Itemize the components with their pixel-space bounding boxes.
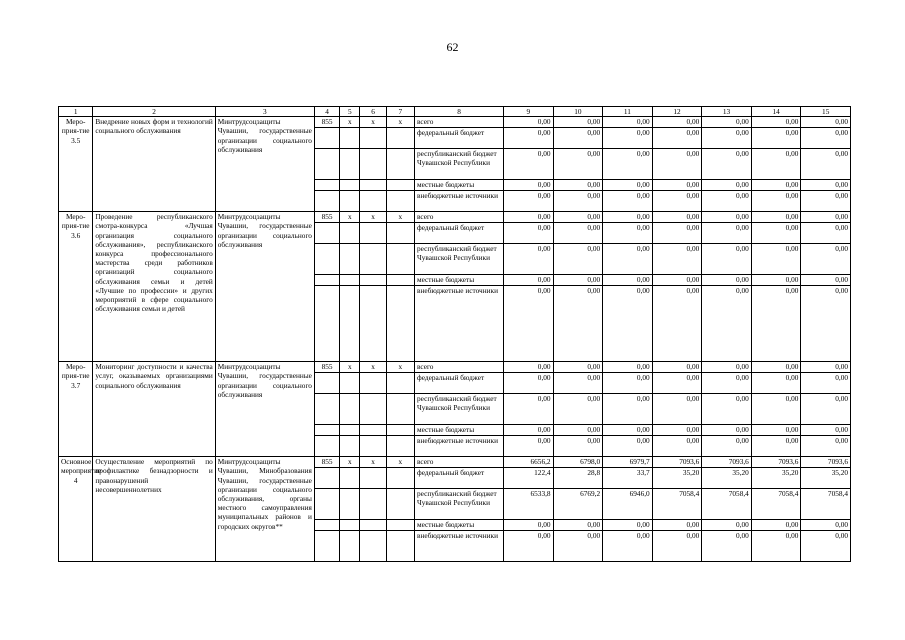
empty-cell bbox=[386, 275, 414, 286]
funding-amount: 0,00 bbox=[603, 286, 653, 362]
funding-amount: 0,00 bbox=[553, 436, 603, 457]
funding-source: внебюджетные источники bbox=[415, 286, 504, 362]
funding-amount: 0,00 bbox=[751, 128, 801, 149]
funding-amount: 0,00 bbox=[751, 212, 801, 223]
empty-cell bbox=[340, 286, 360, 362]
executor-cell bbox=[215, 117, 314, 212]
empty-cell bbox=[340, 531, 360, 562]
funding-amount: 0,00 bbox=[504, 128, 554, 149]
funding-amount: 0,00 bbox=[504, 275, 554, 286]
empty-cell bbox=[314, 489, 339, 520]
empty-cell bbox=[360, 244, 386, 275]
funding-amount: 0,00 bbox=[553, 394, 603, 425]
event-code: Меро-прия-тие 3.7 bbox=[61, 362, 90, 390]
funding-amount: 0,00 bbox=[801, 117, 851, 128]
funding-amount: 0,00 bbox=[702, 531, 752, 562]
empty-cell bbox=[360, 394, 386, 425]
executor: Минтрудсоцзащиты Чувашии, Минобразования Чувашии, государственные организации социального обслуживания, органы местного самоуправления муниципальных районов и городских округов** bbox=[217, 457, 312, 531]
empty-cell bbox=[340, 468, 360, 489]
empty-cell bbox=[386, 394, 414, 425]
funding-amount: 0,00 bbox=[801, 394, 851, 425]
classification-code: x bbox=[340, 117, 360, 128]
empty-cell bbox=[340, 149, 360, 180]
funding-amount: 6979,7 bbox=[603, 457, 653, 468]
funding-amount: 0,00 bbox=[553, 223, 603, 244]
funding-amount: 6946,0 bbox=[603, 489, 653, 520]
funding-amount: 0,00 bbox=[652, 244, 702, 275]
executor-cell bbox=[215, 362, 314, 457]
funding-amount: 7093,6 bbox=[652, 457, 702, 468]
executor: Минтрудсоцзащиты Чувашии, государственные организации социального обслуживания bbox=[217, 362, 312, 399]
table-row bbox=[59, 362, 851, 373]
funding-amount: 0,00 bbox=[652, 286, 702, 362]
empty-cell bbox=[360, 149, 386, 180]
classification-code: x bbox=[360, 212, 386, 223]
empty-cell bbox=[314, 436, 339, 457]
funding-source: внебюджетные источники bbox=[415, 191, 504, 212]
funding-amount: 0,00 bbox=[504, 223, 554, 244]
funding-amount: 0,00 bbox=[652, 212, 702, 223]
funding-amount: 0,00 bbox=[801, 212, 851, 223]
empty-cell bbox=[360, 489, 386, 520]
funding-source: республиканский бюджет Чувашской Республики bbox=[415, 394, 504, 425]
empty-cell bbox=[360, 425, 386, 436]
funding-amount: 0,00 bbox=[504, 373, 554, 394]
empty-cell bbox=[314, 275, 339, 286]
empty-cell bbox=[360, 223, 386, 244]
event-name: Мониторинг доступности и качества услуг, оказываемых организациями социального обслуживания bbox=[95, 362, 213, 390]
funding-source: республиканский бюджет Чувашской Республики bbox=[415, 489, 504, 520]
funding-amount: 28,8 bbox=[553, 468, 603, 489]
executor: Минтрудсоцзащиты Чувашии, государственные организации социального обслуживания bbox=[217, 117, 312, 154]
empty-cell bbox=[340, 425, 360, 436]
funding-amount: 0,00 bbox=[652, 520, 702, 531]
funding-amount: 0,00 bbox=[603, 180, 653, 191]
empty-cell bbox=[314, 373, 339, 394]
funding-amount: 7058,4 bbox=[652, 489, 702, 520]
empty-cell bbox=[386, 425, 414, 436]
funding-amount: 0,00 bbox=[603, 223, 653, 244]
funding-amount: 0,00 bbox=[702, 128, 752, 149]
header-cell: 3 bbox=[215, 107, 314, 117]
funding-source: федеральный бюджет bbox=[415, 373, 504, 394]
event-code-cell bbox=[59, 117, 93, 212]
event-code-cell bbox=[59, 362, 93, 457]
funding-amount: 0,00 bbox=[553, 244, 603, 275]
funding-amount: 122,4 bbox=[504, 468, 554, 489]
header-cell: 9 bbox=[504, 107, 554, 117]
funding-source: федеральный бюджет bbox=[415, 223, 504, 244]
funding-amount: 0,00 bbox=[652, 191, 702, 212]
empty-cell bbox=[360, 436, 386, 457]
funding-amount: 0,00 bbox=[702, 373, 752, 394]
classification-code: x bbox=[340, 362, 360, 373]
empty-cell bbox=[314, 180, 339, 191]
funding-amount: 0,00 bbox=[652, 128, 702, 149]
funding-amount: 0,00 bbox=[553, 212, 603, 223]
empty-cell bbox=[386, 223, 414, 244]
event-name: Осуществление мероприятий по профилактике безнадзорности и правонарушений несовершеннолетних bbox=[95, 457, 213, 494]
funding-amount: 0,00 bbox=[504, 436, 554, 457]
funding-amount: 0,00 bbox=[603, 117, 653, 128]
event-name: Внедрение новых форм и технологий социального обслуживания bbox=[95, 117, 213, 136]
funding-amount: 0,00 bbox=[751, 362, 801, 373]
funding-amount: 0,00 bbox=[751, 425, 801, 436]
funding-amount: 0,00 bbox=[751, 373, 801, 394]
empty-cell bbox=[386, 489, 414, 520]
funding-amount: 0,00 bbox=[751, 180, 801, 191]
funding-amount: 0,00 bbox=[801, 286, 851, 362]
funding-amount: 0,00 bbox=[504, 286, 554, 362]
funding-amount: 0,00 bbox=[603, 244, 653, 275]
funding-amount: 0,00 bbox=[652, 180, 702, 191]
executor: Минтрудсоцзащиты Чувашии, государственные организации социального обслуживания bbox=[217, 212, 312, 249]
funding-source: федеральный бюджет bbox=[415, 128, 504, 149]
funding-source: всего bbox=[415, 457, 504, 468]
classification-code: 855 bbox=[314, 212, 339, 223]
empty-cell bbox=[340, 489, 360, 520]
empty-cell bbox=[314, 286, 339, 362]
funding-amount: 0,00 bbox=[553, 180, 603, 191]
funding-amount: 0,00 bbox=[504, 180, 554, 191]
table-row bbox=[59, 212, 851, 223]
empty-cell bbox=[340, 180, 360, 191]
funding-amount: 6798,0 bbox=[553, 457, 603, 468]
event-code: Меро-прия-тие 3.6 bbox=[61, 212, 90, 240]
funding-amount: 0,00 bbox=[801, 223, 851, 244]
empty-cell bbox=[360, 531, 386, 562]
funding-amount: 7058,4 bbox=[801, 489, 851, 520]
empty-cell bbox=[386, 520, 414, 531]
empty-cell bbox=[314, 244, 339, 275]
funding-amount: 0,00 bbox=[652, 149, 702, 180]
funding-amount: 0,00 bbox=[603, 362, 653, 373]
funding-amount: 0,00 bbox=[652, 275, 702, 286]
empty-cell bbox=[386, 373, 414, 394]
event-name-cell bbox=[93, 117, 215, 212]
funding-amount: 0,00 bbox=[603, 520, 653, 531]
header-cell: 1 bbox=[59, 107, 93, 117]
funding-amount: 0,00 bbox=[751, 275, 801, 286]
empty-cell bbox=[386, 468, 414, 489]
funding-amount: 0,00 bbox=[504, 362, 554, 373]
funding-amount: 0,00 bbox=[751, 117, 801, 128]
funding-amount: 0,00 bbox=[504, 244, 554, 275]
funding-source: федеральный бюджет bbox=[415, 468, 504, 489]
funding-amount: 0,00 bbox=[504, 191, 554, 212]
funding-source: всего bbox=[415, 117, 504, 128]
funding-amount: 0,00 bbox=[504, 531, 554, 562]
event-name-cell bbox=[93, 457, 215, 562]
empty-cell bbox=[360, 180, 386, 191]
funding-amount: 0,00 bbox=[801, 191, 851, 212]
funding-amount: 0,00 bbox=[702, 212, 752, 223]
funding-amount: 0,00 bbox=[702, 520, 752, 531]
empty-cell bbox=[386, 531, 414, 562]
header-cell: 2 bbox=[93, 107, 215, 117]
funding-amount: 6656,2 bbox=[504, 457, 554, 468]
header-cell: 7 bbox=[386, 107, 414, 117]
empty-cell bbox=[340, 244, 360, 275]
classification-code: x bbox=[360, 362, 386, 373]
event-code: Основное мероприятие 4 bbox=[61, 457, 102, 485]
empty-cell bbox=[386, 149, 414, 180]
funding-amount: 0,00 bbox=[702, 286, 752, 362]
funding-amount: 0,00 bbox=[603, 373, 653, 394]
funding-amount: 6533,8 bbox=[504, 489, 554, 520]
funding-amount: 0,00 bbox=[652, 362, 702, 373]
funding-amount: 0,00 bbox=[702, 180, 752, 191]
funding-amount: 0,00 bbox=[702, 425, 752, 436]
event-code: Меро-прия-тие 3.5 bbox=[61, 117, 90, 145]
funding-source: местные бюджеты bbox=[415, 425, 504, 436]
funding-source: местные бюджеты bbox=[415, 275, 504, 286]
classification-code: 855 bbox=[314, 362, 339, 373]
funding-amount: 0,00 bbox=[553, 128, 603, 149]
empty-cell bbox=[314, 128, 339, 149]
funding-amount: 0,00 bbox=[553, 117, 603, 128]
funding-amount: 0,00 bbox=[652, 117, 702, 128]
funding-amount: 0,00 bbox=[801, 149, 851, 180]
funding-amount: 0,00 bbox=[603, 425, 653, 436]
empty-cell bbox=[360, 286, 386, 362]
header-cell: 13 bbox=[702, 107, 752, 117]
funding-amount: 0,00 bbox=[553, 531, 603, 562]
header-cell: 5 bbox=[340, 107, 360, 117]
funding-amount: 0,00 bbox=[652, 425, 702, 436]
funding-amount: 7093,6 bbox=[702, 457, 752, 468]
funding-amount: 0,00 bbox=[801, 531, 851, 562]
funding-amount: 0,00 bbox=[652, 436, 702, 457]
funding-amount: 0,00 bbox=[751, 394, 801, 425]
event-code-cell bbox=[59, 457, 102, 562]
funding-amount: 0,00 bbox=[702, 436, 752, 457]
funding-amount: 0,00 bbox=[751, 531, 801, 562]
funding-amount: 0,00 bbox=[801, 128, 851, 149]
header-cell: 6 bbox=[360, 107, 386, 117]
empty-cell bbox=[386, 436, 414, 457]
funding-amount: 35,20 bbox=[652, 468, 702, 489]
funding-source: внебюджетные источники bbox=[415, 531, 504, 562]
classification-code: 855 bbox=[314, 117, 339, 128]
empty-cell bbox=[340, 436, 360, 457]
funding-amount: 0,00 bbox=[504, 117, 554, 128]
event-name-cell bbox=[93, 362, 215, 457]
header-cell: 8 bbox=[415, 107, 504, 117]
funding-amount: 0,00 bbox=[504, 425, 554, 436]
classification-code: x bbox=[360, 117, 386, 128]
empty-cell bbox=[340, 275, 360, 286]
empty-cell bbox=[360, 275, 386, 286]
empty-cell bbox=[314, 468, 339, 489]
funding-amount: 0,00 bbox=[801, 436, 851, 457]
funding-amount: 0,00 bbox=[603, 128, 653, 149]
empty-cell bbox=[314, 425, 339, 436]
empty-cell bbox=[386, 286, 414, 362]
executor-cell bbox=[215, 457, 314, 562]
funding-amount: 0,00 bbox=[801, 425, 851, 436]
executor-cell bbox=[215, 212, 314, 362]
classification-code: x bbox=[386, 117, 414, 128]
table-row bbox=[59, 457, 851, 468]
funding-source: республиканский бюджет Чувашской Республики bbox=[415, 149, 504, 180]
funding-amount: 0,00 bbox=[751, 436, 801, 457]
empty-cell bbox=[314, 520, 339, 531]
funding-amount: 0,00 bbox=[702, 275, 752, 286]
funding-amount: 0,00 bbox=[553, 362, 603, 373]
funding-amount: 0,00 bbox=[751, 520, 801, 531]
funding-amount: 0,00 bbox=[751, 244, 801, 275]
funding-amount: 0,00 bbox=[751, 149, 801, 180]
table-row bbox=[59, 117, 851, 128]
funding-amount: 0,00 bbox=[603, 436, 653, 457]
funding-source: внебюджетные источники bbox=[415, 436, 504, 457]
funding-amount: 0,00 bbox=[702, 244, 752, 275]
funding-amount: 0,00 bbox=[504, 394, 554, 425]
classification-code: x bbox=[360, 457, 386, 468]
funding-amount: 0,00 bbox=[504, 212, 554, 223]
funding-amount: 0,00 bbox=[553, 191, 603, 212]
funding-amount: 0,00 bbox=[751, 223, 801, 244]
funding-amount: 0,00 bbox=[504, 520, 554, 531]
classification-code: x bbox=[340, 212, 360, 223]
funding-amount: 7093,6 bbox=[751, 457, 801, 468]
funding-amount: 0,00 bbox=[702, 362, 752, 373]
funding-amount: 0,00 bbox=[751, 191, 801, 212]
funding-amount: 0,00 bbox=[603, 191, 653, 212]
budget-table bbox=[58, 106, 851, 562]
funding-amount: 0,00 bbox=[702, 117, 752, 128]
page-number: 62 bbox=[446, 40, 459, 54]
funding-amount: 35,20 bbox=[751, 468, 801, 489]
empty-cell bbox=[386, 180, 414, 191]
funding-amount: 0,00 bbox=[603, 394, 653, 425]
funding-source: всего bbox=[415, 212, 504, 223]
funding-amount: 0,00 bbox=[603, 212, 653, 223]
funding-amount: 0,00 bbox=[702, 191, 752, 212]
empty-cell bbox=[314, 394, 339, 425]
funding-amount: 0,00 bbox=[801, 244, 851, 275]
funding-amount: 0,00 bbox=[801, 275, 851, 286]
funding-source: местные бюджеты bbox=[415, 180, 504, 191]
header-cell: 12 bbox=[652, 107, 702, 117]
empty-cell bbox=[314, 531, 339, 562]
empty-cell bbox=[340, 128, 360, 149]
funding-amount: 0,00 bbox=[801, 180, 851, 191]
empty-cell bbox=[360, 468, 386, 489]
funding-amount: 0,00 bbox=[652, 531, 702, 562]
table-header-row bbox=[59, 107, 851, 117]
funding-amount: 0,00 bbox=[504, 149, 554, 180]
funding-source: всего bbox=[415, 362, 504, 373]
funding-source: республиканский бюджет Чувашской Республики bbox=[415, 244, 504, 275]
empty-cell bbox=[386, 191, 414, 212]
funding-amount: 33,7 bbox=[603, 468, 653, 489]
funding-amount: 0,00 bbox=[553, 425, 603, 436]
funding-amount: 0,00 bbox=[652, 223, 702, 244]
header-cell: 14 bbox=[751, 107, 801, 117]
funding-amount: 0,00 bbox=[553, 149, 603, 180]
header-cell: 11 bbox=[603, 107, 653, 117]
event-code-cell bbox=[59, 212, 93, 362]
classification-code: x bbox=[340, 457, 360, 468]
funding-amount: 0,00 bbox=[603, 149, 653, 180]
funding-amount: 0,00 bbox=[801, 520, 851, 531]
funding-amount: 0,00 bbox=[553, 520, 603, 531]
classification-code: x bbox=[386, 457, 414, 468]
empty-cell bbox=[340, 191, 360, 212]
event-name: Проведение республиканского смотра-конкурса «Лучшая организация социального обслуживания», республиканского конкурса профессионального мастерства среди работников организаций социального обслуживания семьи и детей «Лучшие по профессии» и других мероприятий в сфере социального обслуживания семьи и детей bbox=[95, 212, 213, 314]
empty-cell bbox=[386, 244, 414, 275]
empty-cell bbox=[314, 191, 339, 212]
classification-code: x bbox=[386, 362, 414, 373]
empty-cell bbox=[360, 191, 386, 212]
funding-amount: 0,00 bbox=[553, 373, 603, 394]
empty-cell bbox=[340, 373, 360, 394]
empty-cell bbox=[360, 373, 386, 394]
funding-amount: 35,20 bbox=[702, 468, 752, 489]
funding-source: местные бюджеты bbox=[415, 520, 504, 531]
funding-amount: 0,00 bbox=[801, 373, 851, 394]
funding-amount: 7058,4 bbox=[751, 489, 801, 520]
empty-cell bbox=[340, 394, 360, 425]
header-cell: 4 bbox=[314, 107, 339, 117]
funding-amount: 0,00 bbox=[702, 223, 752, 244]
funding-amount: 0,00 bbox=[702, 394, 752, 425]
funding-amount: 35,20 bbox=[801, 468, 851, 489]
funding-amount: 0,00 bbox=[751, 286, 801, 362]
empty-cell bbox=[340, 520, 360, 531]
empty-cell bbox=[314, 223, 339, 244]
funding-amount: 7093,6 bbox=[801, 457, 851, 468]
header-cell: 10 bbox=[553, 107, 603, 117]
funding-amount: 7058,4 bbox=[702, 489, 752, 520]
funding-amount: 0,00 bbox=[702, 149, 752, 180]
event-name-cell bbox=[93, 212, 215, 362]
funding-amount: 0,00 bbox=[553, 275, 603, 286]
funding-amount: 0,00 bbox=[652, 394, 702, 425]
classification-code: x bbox=[386, 212, 414, 223]
classification-code: 855 bbox=[314, 457, 339, 468]
funding-amount: 0,00 bbox=[652, 373, 702, 394]
funding-amount: 0,00 bbox=[801, 362, 851, 373]
empty-cell bbox=[314, 149, 339, 180]
empty-cell bbox=[386, 128, 414, 149]
funding-amount: 6769,2 bbox=[553, 489, 603, 520]
empty-cell bbox=[360, 520, 386, 531]
funding-amount: 0,00 bbox=[603, 531, 653, 562]
funding-amount: 0,00 bbox=[603, 275, 653, 286]
empty-cell bbox=[360, 128, 386, 149]
funding-amount: 0,00 bbox=[553, 286, 603, 362]
empty-cell bbox=[340, 223, 360, 244]
header-cell: 15 bbox=[801, 107, 851, 117]
